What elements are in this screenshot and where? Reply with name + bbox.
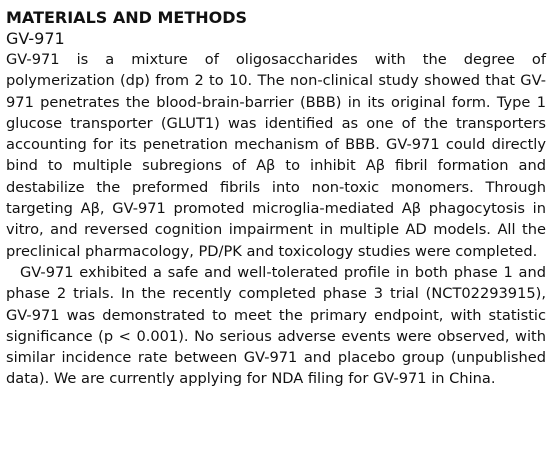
subsection-heading: GV-971: [6, 29, 65, 48]
body-paragraph-2: GV-971 exhibited a safe and well-tolerated profile in both phase 1 and phase 2 trials. In the recently completed phase 3 trial (NCT02293915), GV-971 was demonstrated to meet the primary endpoint, with statistic significance (p < 0.001). No serious adverse events were observed, with similar incidence rate between GV-971 and placebo group (unpublished data). We are currently applying for NDA filing for GV-971 in China.: [6, 263, 546, 388]
section-title: MATERIALS AND METHODS: [6, 8, 248, 27]
body-paragraph-1: GV-971 is a mixture of oligosaccharides with the degree of polymerization (dp) from 2 to 10. The non-clinical study showed that GV-971 penetrates the blood-brain-barrier (BBB) in its original form. Type 1 glucose transporter (GLUT1) was identified as one of the transporters accounting for its penetration mechanism of BBB. GV-971 could directly bind to multiple subregions of Aβ to inhibit Aβ fibril formation and destabilize the preformed fibrils into non-toxic monomers. Through targeting Aβ, GV-971 promoted microglia-mediated Aβ phagocytosis in vitro, and reversed cognition impairment in multiple AD models. All the preclinical pharmacology, PD/PK and toxicology studies were completed.: [6, 51, 546, 260]
article-section: [6, 8, 546, 390]
